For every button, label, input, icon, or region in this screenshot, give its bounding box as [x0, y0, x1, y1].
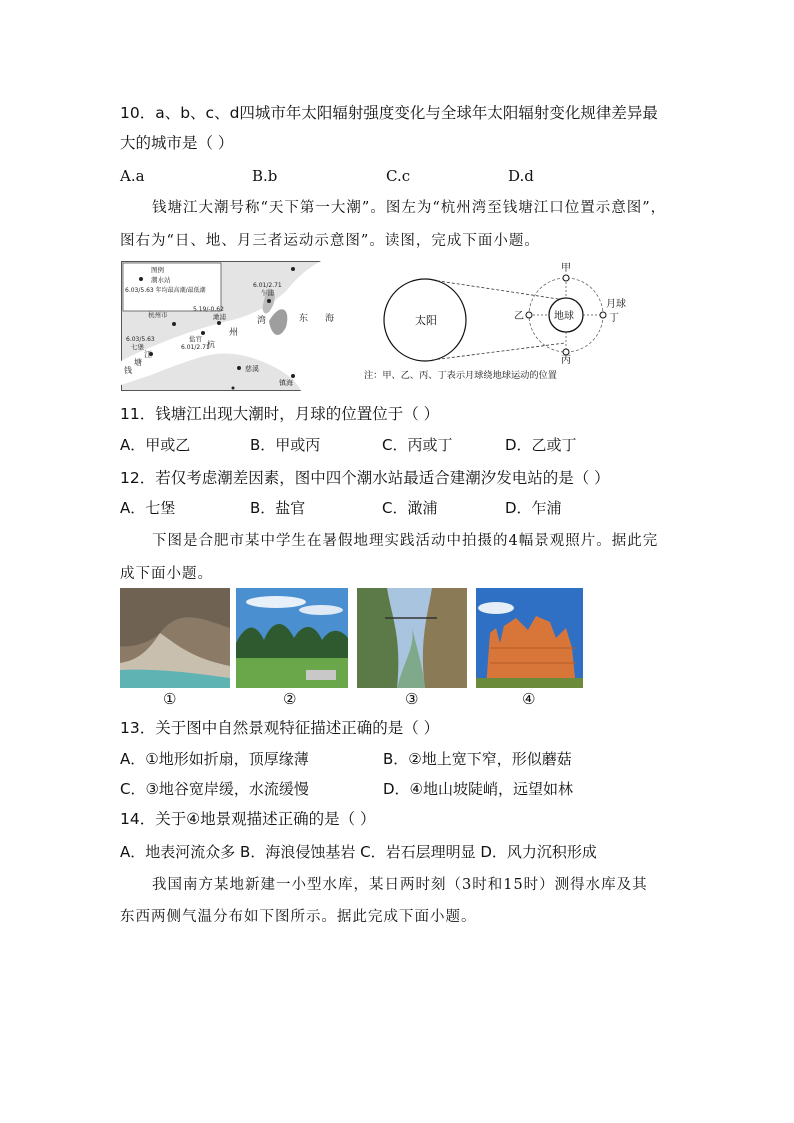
q11-stem: 11．钱塘江出现大潮时，月球的位置位于（ ）	[120, 405, 440, 423]
label-qian: 钱	[124, 366, 132, 375]
label-hang: 杭	[207, 340, 215, 349]
q11-option-d: D．乙或丁	[505, 436, 577, 454]
city-hangzhou: 杭州市	[148, 311, 168, 319]
label-ding: 丁	[609, 313, 619, 324]
station-ganpu: 澉浦	[213, 313, 226, 321]
intro3-line2: 东西两侧气温分布如下图所示。据此完成下面小题。	[120, 909, 477, 925]
q10-option-d: D.d	[508, 167, 534, 185]
moon-pos-jia	[563, 275, 569, 281]
label-wan: 湾	[257, 316, 267, 326]
bottom-dot	[232, 387, 235, 390]
q12-option-d: D．乍浦	[505, 499, 562, 517]
label-hai: 海	[325, 314, 335, 324]
q10-stem-line2: 大的城市是（ ）	[120, 134, 234, 152]
q14-stem: 14．关于④地景观描述正确的是（ ）	[120, 810, 376, 828]
photo-3-caption: ③	[405, 690, 419, 708]
intro3-line1: 我国南方某地新建一小型水库，某日两时刻（3时和15时）测得水库及其	[152, 877, 648, 893]
photo-1-caption: ①	[163, 690, 177, 708]
station-yanguan: 盐官	[189, 335, 202, 343]
label-bing: 丙	[561, 355, 571, 366]
label-zhou: 州	[229, 328, 239, 338]
q11-option-b: B．甲或丙	[250, 436, 321, 454]
q11-option-a: A．甲或乙	[120, 436, 191, 454]
q10-option-a: A.a	[120, 167, 145, 185]
q13-option-b: B．②地上宽下窄，形似蘑菇	[383, 750, 572, 768]
legend-tide: 6.03/5.63 年均最高潮/最低潮	[125, 287, 206, 294]
q13-option-d: D．④地山坡陡峭，远望如林	[383, 780, 573, 798]
station-qibao: 七堡	[131, 343, 144, 351]
label-moon: 月球	[606, 299, 626, 310]
zhapu-dot	[267, 299, 271, 303]
q13-stem: 13．关于图中自然景观特征描述正确的是（ ）	[120, 719, 440, 737]
photo-4-caption: ④	[522, 690, 536, 708]
moon-pos-ding	[600, 312, 606, 318]
val-yanguan: 6.01/2.71	[181, 344, 210, 351]
station-zhapu: 乍浦	[261, 289, 274, 297]
cixi-dot	[237, 366, 241, 370]
q11-option-c: C．丙或丁	[382, 436, 453, 454]
zhenhai-dot	[291, 374, 295, 378]
legend-station-dot	[139, 277, 143, 281]
intro2-line1: 下图是合肥市某中学生在暑假地理实践活动中拍摄的4幅景观照片。据此完	[152, 533, 659, 549]
q13-option-c: C．③地谷宽岸缓，水流缓慢	[120, 780, 309, 798]
moon-pos-yi	[526, 312, 532, 318]
q10-stem-line1: 10．a、b、c、d四城市年太阳辐射强度变化与全球年太阳辐射变化规律差异最	[120, 104, 658, 122]
hangzhou-dot	[172, 322, 176, 326]
q12-stem: 12．若仅考虑潮差因素，图中四个潮水站最适合建潮汐发电站的是（ ）	[120, 469, 610, 487]
q10-option-c: C.c	[386, 167, 411, 185]
label-yi: 乙	[514, 311, 524, 322]
q12-option-b: B．盐官	[250, 499, 306, 517]
label-tang: 塘	[134, 358, 142, 367]
north-dot	[291, 267, 295, 271]
label-jiang: 江	[144, 350, 152, 359]
earth-label: 地球	[554, 311, 574, 322]
photo-3-gorge	[357, 588, 467, 688]
q14-options: A．地表河流众多 B．海浪侵蚀基岩 C．岩石层理明显 D．风力沉积形成	[120, 843, 597, 861]
photo-4-stone-forest	[476, 588, 583, 688]
sun-label: 太阳	[415, 314, 437, 327]
yanguan-dot	[201, 331, 205, 335]
intro2-line2: 成下面小题。	[120, 566, 213, 582]
val-qibao: 6.03/5.63	[126, 336, 155, 343]
q12-option-a: A．七堡	[120, 499, 176, 517]
val-ganpu: 5.19/-0.62	[193, 306, 224, 313]
diagram-note: 注：甲、乙、丙、丁表示月球绕地球运动的位置	[364, 370, 557, 381]
intro1-line1: 钱塘江大潮号称“天下第一大潮”。图左为“杭州湾至钱塘江口位置示意图”，	[152, 200, 667, 216]
sun-earth-moon-diagram	[360, 258, 640, 390]
q10-option-b: B.b	[252, 167, 278, 185]
photo-2-caption: ②	[283, 690, 297, 708]
hangzhou-bay-map	[121, 261, 353, 391]
label-zhenhai: 镇海	[279, 379, 293, 387]
intro1-line2: 图右为“日、地、月三者运动示意图”。读图，完成下面小题。	[120, 233, 540, 249]
ganpu-dot	[217, 321, 221, 325]
legend-title: 图例	[151, 266, 164, 274]
label-cixi: 慈溪	[245, 365, 259, 373]
label-jia: 甲	[561, 263, 571, 274]
val-zhapu: 6.01/2.71	[253, 282, 282, 289]
photo-1-alluvial-fan	[120, 588, 230, 688]
label-dong: 东	[299, 314, 309, 324]
q12-option-c: C．澉浦	[382, 499, 438, 517]
legend-station: 潮水站	[151, 276, 171, 284]
photo-2-karst-peaks	[236, 588, 348, 688]
q13-option-a: A．①地形如折扇，顶厚缘薄	[120, 750, 309, 768]
